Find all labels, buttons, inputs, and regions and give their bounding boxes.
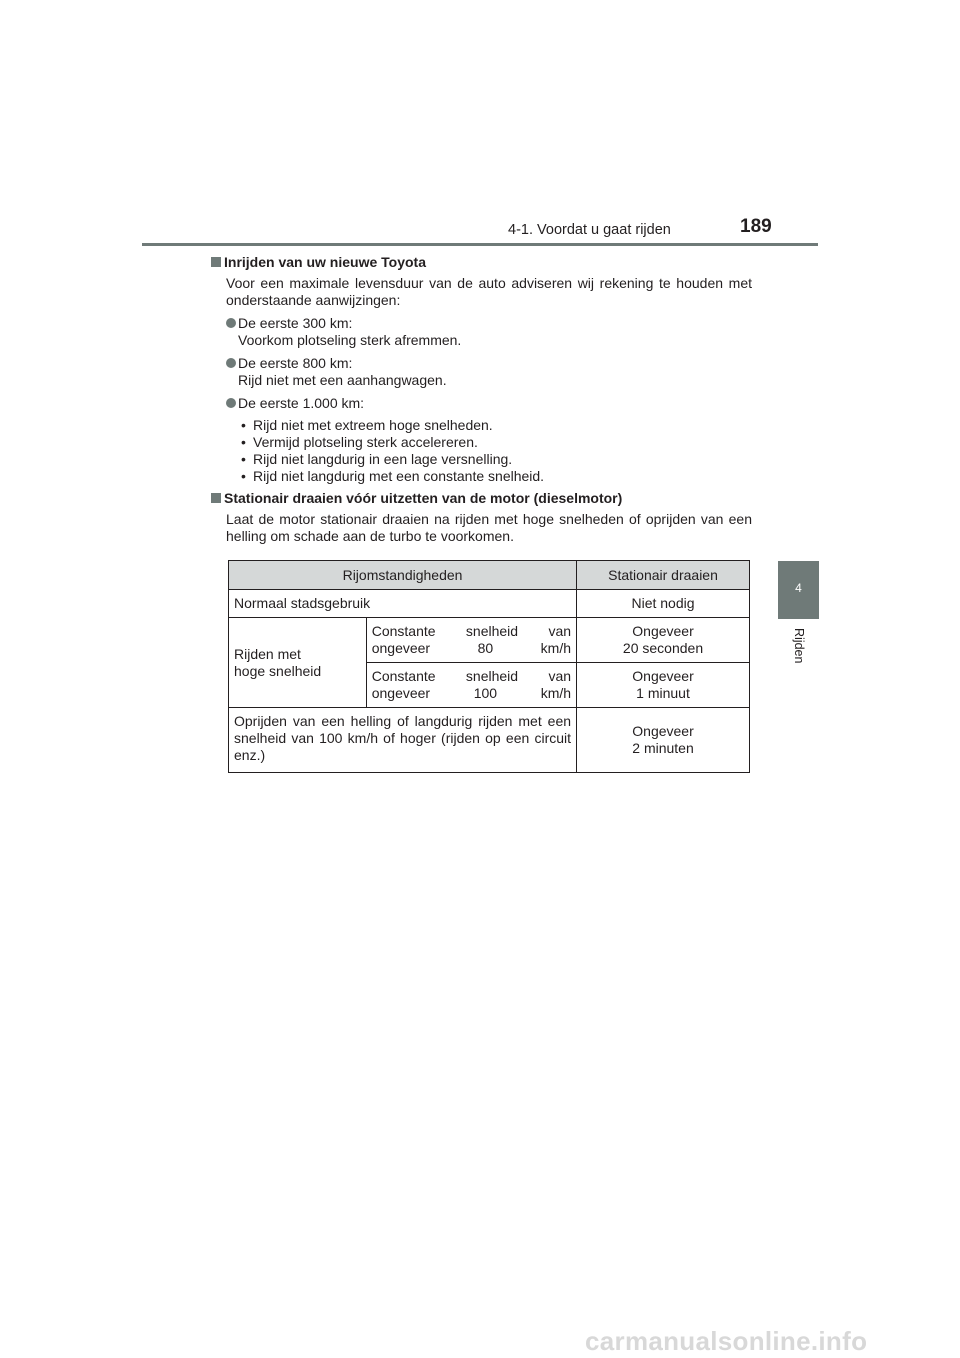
section-heading-text: Stationair draaien vóór uitzetten van de motor (dieselmotor) [224,490,623,506]
bullet-title: De eerste 300 km: [238,315,353,331]
section-heading-idle [210,490,752,507]
column-header: Rijomstandigheden [229,561,577,590]
column-header: Stationair draaien [577,561,750,590]
list-item [226,355,752,389]
chapter-label: Rijden [792,628,806,664]
break-in-intro: Voor een maximale levensduur van de auto adviseren wij rekening te houden met onderstaande aanwijzingen: [226,275,752,308]
header-section-title: 4-1. Voordat u gaat rijden [508,222,671,238]
watermark: carmanualsonline.info [585,1326,868,1356]
circle-bullet-icon [226,398,236,408]
dot-marker-icon: • [241,468,246,484]
idle-time-table [228,560,750,773]
table-cell-idle: Ongeveer 2 minuten [577,708,750,773]
dot-marker-icon: • [241,434,246,450]
table-cell-group-label: Rijden met hoge snelheid [229,618,367,708]
idle-intro: Laat de motor stationair draaien na rijden met hoge snelheden of oprijden van een helling om schade aan de turbo te voorkomen. [226,511,752,544]
dot-marker-icon: • [241,417,246,433]
sub-list-item: • Vermijd plotseling sterk accelereren. [241,434,478,450]
bullet-text: Voorkom plotseling sterk afremmen. [238,332,462,348]
section-heading-text: Inrijden van uw nieuwe Toyota [224,254,426,270]
chapter-tab [778,561,819,619]
sub-list-item: • Rijd niet langdurig in een lage versnelling. [241,451,513,467]
circle-bullet-icon [226,358,236,368]
section-heading-break-in [210,254,752,271]
table-cell-idle: Ongeveer 20 seconden [577,618,750,663]
table-cell-condition: Constante snelheid van ongeveer 100 km/h [366,663,576,708]
sub-list-item: • Rijd niet met extreem hoge snelheden. [241,417,493,433]
bullet-title: De eerste 1.000 km: [238,395,365,411]
square-bullet-icon [211,493,221,503]
table-header-row [229,561,750,590]
table-row [229,618,750,663]
table-row [229,590,750,618]
table-cell-idle: Ongeveer 1 minuut [577,663,750,708]
dot-marker-icon: • [241,451,246,467]
table-cell-condition: Normaal stadsgebruik [229,590,577,618]
table-cell-condition: Constante snelheid van ongeveer 80 km/h [366,618,576,663]
table-row [229,708,750,773]
square-bullet-icon [211,257,221,267]
circle-bullet-icon [226,318,236,328]
main-content [210,254,752,545]
page-number: 189 [740,216,772,237]
sub-list [238,417,752,485]
bullet-title: De eerste 800 km: [238,355,353,371]
header-divider [142,243,818,246]
bullet-text: Rijd niet met een aanhangwagen. [238,372,447,388]
list-item [226,395,752,412]
table-cell-idle: Niet nodig [577,590,750,618]
sub-list-item: • Rijd niet langdurig met een constante snelheid. [241,468,545,484]
table-cell-condition: Oprijden van een helling of langdurig rijden met een snelheid van 100 km/h of hoger (rijden op een circuit enz.) [229,708,577,773]
list-item [226,315,752,349]
chapter-number: 4 [795,581,802,595]
